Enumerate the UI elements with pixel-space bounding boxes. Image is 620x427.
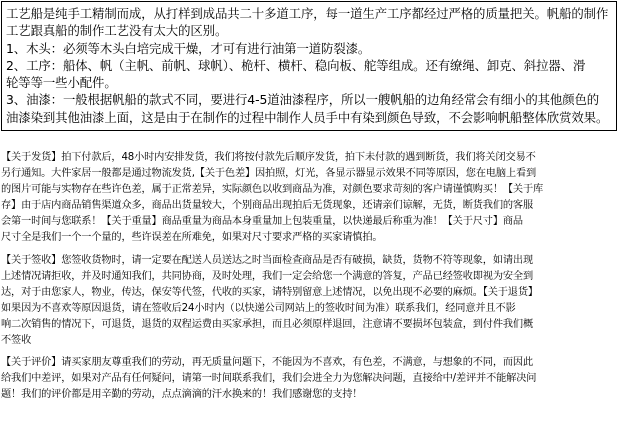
shipping-note-line: 另行通知。大件家居一般都是通过物流发货,【关于色差】因拍照，灯光，各显示器显示效果不同等原因，您在电脑上看到 — [1, 168, 537, 180]
returns-note-line: 响二次销售的情况下，可退货，退货的双程运费由买家承担，而且必须原样退回，注意请不要损坏包装盒，到付件我们概 — [1, 318, 533, 330]
craft-paint-line: 油漆染到其他油漆上面，这是由于在制作的过程中制作人员手中有染到颜色导致，不会影响帆船整体欣赏效果。 — [6, 109, 609, 125]
craft-line: 工艺船是纯手工精制而成，从打样到成品共二十多道工序，每一道生产工序都经过严格的质量把关。帆船的制作 — [6, 6, 609, 21]
shipping-note-line: 会第一时间与您联系！【关于重量】商品重量为商品本身重量加上包装重量，以快递最后称重为准！【关于尺寸】商品 — [1, 216, 523, 228]
returns-note-line: 不签收 — [1, 335, 32, 347]
store-policy-notes — [0, 150, 620, 403]
craft-process-line: 轮等等一些小配件。 — [6, 75, 117, 91]
shipping-note-line: 尺寸全是我们一个一个量的，些许误差在所难免，如果对尺寸要求严格的买家请慎拍。 — [1, 232, 383, 244]
evaluation-note-line: 题！我们的评价都是用辛勤的劳动，点点滴滴的汗水换来的！我们感谢您的支持！ — [1, 389, 363, 401]
craft-wood-line: 1、木头：必须等木头白培完成干燥，才可有进行油第一道防裂漆。 — [6, 40, 371, 56]
returns-note-line: 【关于签收】您签收货物时，请一定要在配送人员送达之时当面检查商品是否有破损，缺货，货物不符等现象，如请出现 — [1, 254, 533, 266]
craft-description-box — [1, 1, 617, 131]
evaluation-note-line: 【关于评价】请买家朋友尊重我们的劳动，再无质量问题下，不能因为不喜欢，有色差，不满意，与想象的不同，而因此 — [1, 357, 533, 369]
craft-paint-line: 3、油漆：一般根据帆船的款式不同，要进行4-5道油漆程序，所以一艘帆船的边角经常会有细小的其他颜色的 — [6, 92, 600, 108]
craft-process-line: 2、工序：船体、帆（主帆、前帆、球帆）、桅杆、横杆、稳向板、舵等组成。还有缭绳、卸克、斜拉器、滑 — [6, 57, 586, 73]
returns-note-line: 达，对于由您家人，物业，传达，保安等代签，代收的买家，请特别留意上述情况，以免出现不必要的麻烦。【关于退货】 — [1, 286, 538, 298]
shipping-note-line: 【关于发货】拍下付款后，48小时内安排发货，我们将按付款先后顺序发货，拍下未付款的遇到断货，我们将关闭交易不 — [1, 152, 536, 163]
craft-line: 工艺跟真船的制作工艺没有太大的区别。 — [6, 23, 228, 39]
shipping-note-line: 存】由于店内商品销售渠道众多，商品出货量较大，个别商品出现拍后无货现象，还请亲们谅解，无货，断货我们的客服 — [1, 200, 533, 212]
evaluation-note-line: 给我们中差评，如果对产品有任何疑问，请第一时间联系我们，我们会进全力为您解决问题，直接给中/差评并不能解决问 — [1, 373, 537, 385]
returns-note-line: 如果因为不喜欢等原因退货，请在签收后24小时内（以快递公司网站上的签收时间为准）联系我们，经同意并且不影 — [1, 302, 516, 314]
returns-note-line: 上述情况请拒收，并及时通知我们，共同协商，及时处理，我们一定会给您一个满意的答复，产品已经签收即视为安全到 — [1, 270, 533, 282]
shipping-note-line: 的图片可能与实物存在些许色差，属于正常差异，实际颜色以收到商品为准，对颜色要求苛刻的客户请谨慎购买！【关于库 — [1, 184, 544, 196]
